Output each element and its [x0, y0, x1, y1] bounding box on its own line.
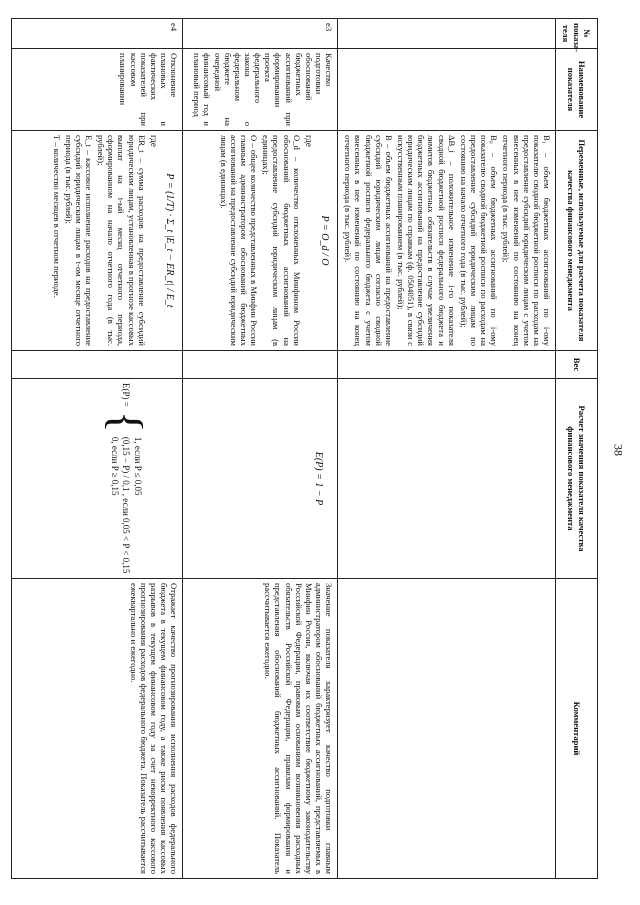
cell-calculation [183, 379, 338, 579]
comment-text: Отражает качество прогнозирования исполнения расходов федерального бюджета в текущем финансовом году, а также риски появления кассовых разрывов в текущем финансовом году за счет некорректного кассового прогнозирования расходов федерального бюджета. Показатель рассчитывается ежеквартально и ежегодно. [128, 583, 180, 874]
cell-calculation [338, 379, 556, 579]
cell-number [338, 19, 556, 49]
case-line: 0, если P ≥ 0,15 [109, 436, 120, 496]
header-comment: Комментарий [556, 579, 598, 879]
variable-text: ΔВ_i – положительное изменение i-го показателя сводной бюджетной росписи федерального бюджета и лимитов бюджетных обязательств в случае увеличения бюджетных ассигнований на предоставление субсидий юридическим лицам по справкам (ф. 0504051), в связи с искусственным планированием (в тыс. рублей); [396, 135, 457, 346]
indicator-table [11, 18, 598, 879]
formula: P = (1/T) · Σ_t |E_t − ER_t| / E_t [164, 173, 176, 308]
table-row [183, 19, 338, 879]
variable-text: E_t – кассовое исполнение расходов на предоставление субсидий юридическим лицам в t-ом месяце отчетного периода (в тыс. рублей); [63, 135, 95, 346]
header-name: Наименование показателя [556, 49, 598, 131]
cell-comment [183, 579, 338, 879]
where-label: где [149, 135, 160, 147]
where-label: где [304, 135, 315, 147]
cell-weight [183, 351, 338, 379]
variable-text: T – количество месяцев в отчетном периоде. [51, 135, 62, 298]
cell-name [338, 49, 556, 131]
case-line: (0,15 − P) / 0,1 , если 0,05 < P < 0,15 [121, 436, 132, 574]
case-line: 1, если P ≤ 0,05 [133, 436, 144, 496]
variable-text: O – общее количество представленных в Минфин России главным администратором обоснований бюджетных ассигнований на предоставление субсидий юридическим лицам (в единицах). [218, 135, 260, 346]
brace-glyph: { [101, 410, 153, 433]
header-calculation: Расчет значения показателя качества финансового менеджмента [556, 379, 598, 579]
cell-variables [338, 131, 556, 351]
cell-weight [12, 351, 183, 379]
variable-text: O_d – количество отклоненных Минфином России обоснований бюджетных ассигнований на предоставление субсидий юридическим лицам (в единицах); [261, 135, 302, 346]
cell-weight [338, 351, 556, 379]
header-variables: Переменные, используемые для расчета показателя качества финансового менеджмента [556, 131, 598, 351]
indicator-table-frame [20, 18, 598, 878]
cell-variables [12, 131, 183, 351]
cell-calculation [12, 379, 183, 579]
header-weight: Вес [556, 351, 598, 379]
cell-comment [338, 579, 556, 879]
cell-number: е3 [183, 19, 338, 49]
piecewise-formula [101, 383, 153, 574]
cell-number: е4 [12, 19, 183, 49]
indicator-name: Качество подготовки обоснований бюджетных ассигнований при формировании проекта федерального закона о федеральном бюджете на очередной финансовый год и плановый период [192, 53, 335, 126]
comment-text: Значение показателя характеризует качество подготовки главным администратором обоснований бюджетных ассигнований, представляемых в Минфин России, включая их соответствие бюджетному законодательству Российской Федерации, правовым основаниям возникновения расходных обязательств Российской Федерации, правилам формирования и представления обоснований бюджетных ассигнований. Показатель рассчитывается ежегодно. [263, 583, 335, 874]
header-number: № показа-теля [556, 19, 598, 49]
variable-text: В – объем бюджетных ассигнований на предоставление субсидий юридическим лицам согласно сводной бюджетной росписи федерального бюджета с учетом внесенных в нее изменений по состоянию на конец отчетного периода (в тыс. рублей). [343, 135, 394, 346]
calc-lhs: E(P) = [121, 383, 132, 407]
cases [108, 437, 144, 573]
table-row [338, 19, 556, 879]
variable-text: ER_t – сумма расходов на предоставление субсидий юридическим лицам, установленная в прогнозе кассовых выплат на t-ый месяц отчетного периода, сформированном на начало отчетного года (в тыс. рублей); [96, 135, 147, 346]
variable-text: В₀ – объем бюджетных ассигнований по i-ому показателю сводной бюджетной росписи по расходам на предоставление субсидий юридическим лицам по состоянию на начало отчетного года (в тыс. рублей); [458, 135, 500, 346]
cell-name [12, 49, 183, 131]
indicator-name: Отклонение плановых и фактических показателей при кассовом планировании [118, 53, 180, 126]
page-number: 38 [611, 444, 626, 456]
formula: P = O_d / O [319, 215, 331, 266]
variable-text: В₁ – объем бюджетных ассигнований по i-ому показателю сводной бюджетной росписи по расходам на предоставление субсидий юридическим лицам с учетом внесенных в нее изменений по состоянию на конец отчетного периода (в тыс. рублей); [501, 135, 552, 346]
cell-variables [183, 131, 338, 351]
table-header-row [556, 19, 598, 879]
calculation-formula: E(P) = 1 − P [313, 451, 325, 506]
cell-name [183, 49, 338, 131]
cell-comment [12, 579, 183, 879]
table-row [12, 19, 183, 879]
